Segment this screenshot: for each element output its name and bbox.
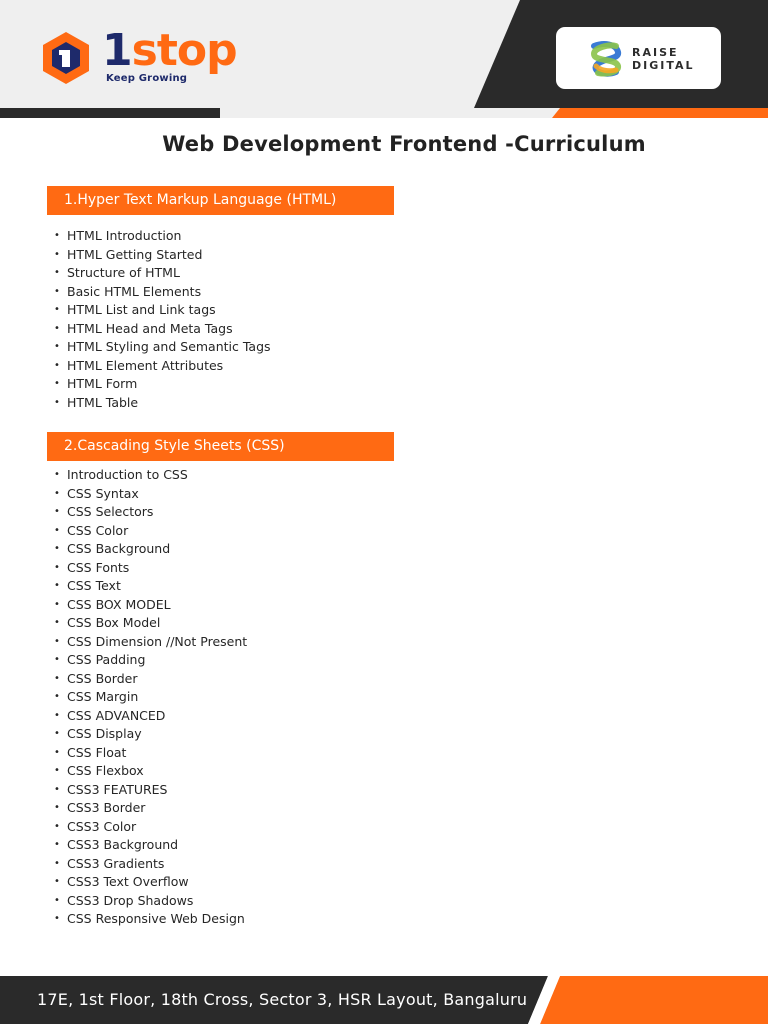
list-item-label: HTML Table — [67, 394, 139, 410]
list-item-label: CSS3 Text Overflow — [67, 874, 189, 889]
list-item — [54, 485, 247, 504]
bullet-icon: • — [54, 230, 60, 241]
list-item-label: HTML Introduction — [67, 228, 182, 243]
list-item-label: HTML Form — [67, 376, 138, 391]
list-item — [54, 577, 247, 596]
list-item-label: CSS Float — [67, 744, 127, 760]
bullet-icon: • — [54, 765, 60, 776]
list-item-label: HTML Styling and Semantic Tags — [67, 339, 271, 354]
list-item-label: CSS BOX MODEL — [67, 596, 171, 612]
list-item-label: HTML Element Attributes — [67, 357, 224, 373]
partner-logo-card[interactable] — [556, 27, 721, 89]
bullet-icon: • — [54, 543, 60, 554]
list-item-label: HTML Head and Meta Tags — [67, 320, 233, 336]
list-item-label: CSS Selectors — [67, 504, 154, 519]
list-item — [54, 892, 247, 911]
list-item-label: CSS3 Color — [67, 818, 137, 834]
bullet-icon: • — [54, 728, 60, 739]
bullet-icon: • — [54, 396, 60, 408]
list-item-label: Introduction to CSS — [67, 467, 188, 482]
1stop-logo-icon — [40, 30, 92, 86]
list-item-label: CSS3 Background — [67, 837, 179, 852]
bullet-icon: • — [54, 580, 60, 591]
bullet-icon: • — [54, 876, 60, 887]
brand-word: stop — [131, 25, 237, 76]
bullet-icon: • — [54, 304, 60, 315]
bullet-icon: • — [54, 617, 60, 628]
page-title: Web Development Frontend -Curriculum — [162, 132, 646, 156]
list-item — [54, 394, 271, 413]
list-item — [54, 910, 247, 929]
list-item-label: HTML Getting Started — [67, 246, 203, 262]
section-heading-html: 1.Hyper Text Markup Language (HTML) — [47, 186, 394, 215]
bullet-icon: • — [54, 783, 60, 795]
section-list-html — [54, 227, 271, 412]
list-item-label: CSS Box Model — [67, 615, 161, 630]
bullet-icon: • — [54, 802, 60, 813]
bullet-icon: • — [54, 267, 60, 278]
bullet-icon: • — [54, 746, 60, 758]
list-item-label: CSS Color — [67, 522, 129, 538]
header-stripe — [0, 108, 220, 118]
list-item — [54, 744, 247, 763]
list-item-label: CSS Fonts — [67, 559, 130, 575]
bullet-icon: • — [54, 654, 60, 665]
list-item — [54, 227, 271, 246]
bullet-icon: • — [54, 857, 60, 869]
list-item — [54, 651, 247, 670]
list-item-label: CSS Display — [67, 726, 142, 741]
section-heading-css: 2.Cascading Style Sheets (CSS) — [47, 432, 394, 461]
bullet-icon: • — [54, 322, 60, 334]
bullet-icon: • — [54, 672, 60, 684]
list-item — [54, 855, 247, 874]
footer-address: 17E, 1st Floor, 18th Cross, Sector 3, HSR Layout, Bangaluru — [37, 990, 528, 1009]
bullet-icon: • — [54, 378, 60, 389]
list-item-label: CSS ADVANCED — [67, 707, 166, 723]
bullet-icon: • — [54, 359, 60, 371]
bullet-icon: • — [54, 248, 60, 260]
list-item-label: CSS3 Drop Shadows — [67, 892, 194, 908]
list-item-label: CSS Dimension //Not Present — [67, 633, 248, 649]
list-item — [54, 264, 271, 283]
bullet-icon: • — [54, 635, 60, 647]
list-item-label: CSS3 Gradients — [67, 855, 165, 871]
bullet-icon: • — [54, 913, 60, 924]
list-item-label: CSS Text — [67, 578, 121, 593]
bullet-icon: • — [54, 839, 60, 850]
list-item — [54, 540, 247, 559]
bullet-icon: • — [54, 820, 60, 832]
list-item — [54, 633, 247, 652]
list-item — [54, 707, 247, 726]
list-item-label: CSS Margin — [67, 689, 139, 704]
list-item-label: CSS3 FEATURES — [67, 781, 168, 797]
brand-tagline: Keep Growing — [106, 73, 188, 84]
list-item — [54, 301, 271, 320]
list-item — [54, 375, 271, 394]
list-item — [54, 357, 271, 376]
bullet-icon: • — [54, 709, 60, 721]
bullet-icon: • — [54, 598, 60, 610]
list-item — [54, 338, 271, 357]
list-item — [54, 799, 247, 818]
list-item — [54, 466, 247, 485]
list-item — [54, 688, 247, 707]
list-item-label: HTML List and Link tags — [67, 302, 216, 317]
list-item — [54, 596, 247, 615]
list-item — [54, 283, 271, 302]
list-item-label: Structure of HTML — [67, 265, 180, 280]
list-item — [54, 559, 247, 578]
partner-name-line2: DIGITAL — [632, 59, 695, 72]
list-item — [54, 320, 271, 339]
bullet-icon: • — [54, 506, 60, 517]
bullet-icon: • — [54, 524, 60, 536]
brand-wordmark — [102, 26, 237, 76]
bullet-icon: • — [54, 487, 60, 499]
list-item — [54, 725, 247, 744]
list-item — [54, 670, 247, 689]
list-item — [54, 614, 247, 633]
bullet-icon: • — [54, 341, 60, 352]
list-item-label: CSS3 Border — [67, 800, 146, 815]
list-item-label: Basic HTML Elements — [67, 283, 202, 299]
list-item-label: CSS Border — [67, 670, 138, 686]
list-item-label: CSS Background — [67, 541, 171, 556]
partner-name-line1: RAISE — [632, 46, 679, 59]
partner-name — [632, 46, 695, 72]
bullet-icon: • — [54, 691, 60, 702]
list-item — [54, 836, 247, 855]
list-item-label: CSS Padding — [67, 652, 146, 667]
brand-number: 1 — [102, 25, 132, 76]
list-item — [54, 781, 247, 800]
bullet-icon: • — [54, 894, 60, 906]
list-item-label: CSS Flexbox — [67, 763, 144, 778]
list-item-label: CSS Syntax — [67, 485, 139, 501]
bullet-icon: • — [54, 469, 60, 480]
list-item — [54, 762, 247, 781]
section-list-css — [54, 466, 247, 929]
bullet-icon: • — [54, 561, 60, 573]
bullet-icon: • — [54, 285, 60, 297]
list-item-label: CSS Responsive Web Design — [67, 911, 245, 926]
list-item — [54, 246, 271, 265]
list-item — [54, 503, 247, 522]
list-item — [54, 818, 247, 837]
list-item — [54, 522, 247, 541]
list-item — [54, 873, 247, 892]
raise-digital-logo-icon — [586, 40, 626, 77]
